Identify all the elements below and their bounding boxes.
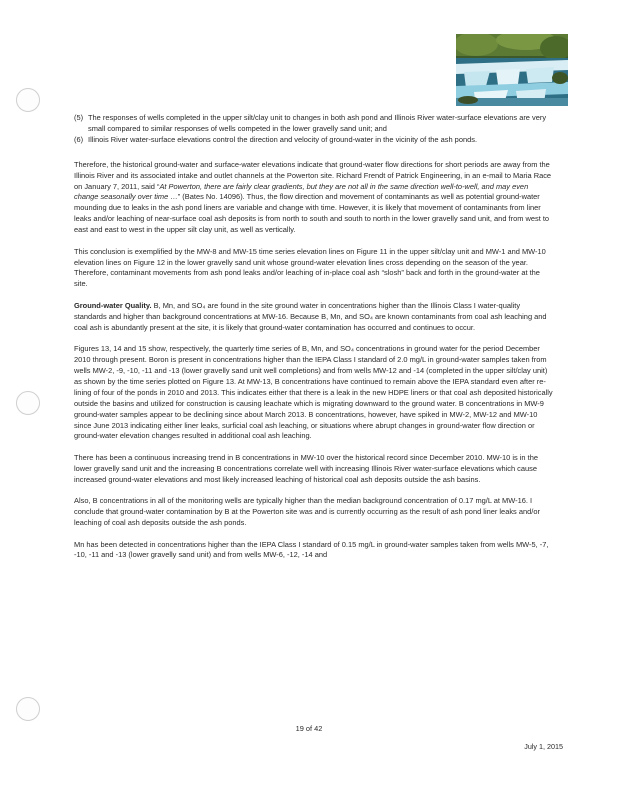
waterfall-photo xyxy=(456,34,568,106)
page-number: 19 of 42 xyxy=(295,724,323,733)
list-number: (6) xyxy=(74,134,84,144)
list-item xyxy=(74,113,554,135)
document-body xyxy=(74,113,554,561)
list-item xyxy=(74,135,554,146)
paragraph-figures: Figures 13, 14 and 15 show, respectively, the quarterly time series of B, Mn, and SO₄ concentrations in ground water for the period December 2010 through present. Boron is present in concentrations higher than the IEPA Class I standard of 2.0 mg/L in ground-water samples taken from wells MW-2, -9, -10, -11 and -13 (lower gravelly sand unit well completions) and from wells MW-12 and -14 (completed in the upper silt/clay unit) as shown by the time series plotted on Figure 13. At MW-13, B concentrations have continued to remain above the IEPA standard even after re-lining of four of the ponds in 2010 and 2013. This indicates either that there is a leak in the new HDPE liners or that coal ash deposited historically outside the basins and utilized for construction is causing leachate which is migrating downward to the ground water. B concentrations in MW-9 ground-water samples appear to be declining since about March 2013. B concentrations, however, have spiked in MW-2, MW-12 and MW-10 since June 2013 indicating either liner leaks, surficial coal ash leaching, or situations where abrupt changes in ground-water flow direction or ground-water elevation changes resulted in additional coal ash leaching. xyxy=(74,344,553,441)
list-text: Illinois River water-surface elevations control the direction and velocity of ground-water in the vicinity of the ash ponds. xyxy=(88,134,478,144)
paragraph-text: B, Mn, and SO₄ are found in the site ground water in concentrations higher than the Illinois Class I water-quality standards and higher than background concentrations at MW-16. Because B, Mn, and SO₄ are known contaminants from coal ash leaching and coal ash is abundantly present at the site, it is likely that ground-water contamination has occurred and continues to occur. xyxy=(74,300,547,332)
footer-date: July 1, 2015 xyxy=(524,742,563,751)
email-quote: At Powerton, there are fairly clear gradients, but they are not all in the same direction well-to-well, and may even change seasonally over time … xyxy=(74,181,529,202)
binder-hole-middle xyxy=(16,391,40,415)
paragraph-flow-directions xyxy=(74,160,554,236)
paragraph-manganese: Mn has been detected in concentrations higher than the IEPA Class I standard of 0.15 mg/L in ground-water samples taken from wells MW-5, -7, -10, -11 and -13 (lower gravelly sand unit) and from wells MW-6, -12, -14 and xyxy=(74,539,549,560)
paragraph-text: ” (Bates No. 14096). Thus, the flow direction and movement of contaminants as well as potential ground-water mounding due to leaks in the ash pond liners are variable and change with time. However, it is likely that movement of contaminants from liner leaks and/or leaching of near-surface coal ash deposits is from north to south and south to north in the lower gravelly sand unit, and from west to east and east to west in the upper silt clay unit, as well as vertically. xyxy=(74,192,550,235)
section-heading: Ground-water Quality. xyxy=(74,300,152,310)
paragraph-background-concentration: Also, B concentrations in all of the monitoring wells are typically higher than the median background concentration of 0.17 mg/L at MW-16. I conclude that ground-water contamination by B at the Powerton site was and is currently occurring as the result of ash pond liner leaks and/or leaching of coal ash deposits outside the ash ponds. xyxy=(74,496,540,528)
binder-hole-bottom xyxy=(16,697,40,721)
list-text: The responses of wells completed in the upper silt/clay unit to changes in both ash pond and Illinois River water-surface elevations are very small compared to similar responses of wells competed in the lower gravelly sand unit; and xyxy=(88,113,547,133)
paragraph-time-series: This conclusion is exemplified by the MW-8 and MW-15 time series elevation lines on Figure 11 in the upper silt/clay unit and MW-1 and MW-10 elevation lines on Figure 12 in the lower gravelly sand unit whose ground-water elevation lines cross depending on the season of the year. Therefore, contaminant movements from ash pond leaks and/or leaching of in-place coal ash “slosh” back and forth in the ground-water at the site. xyxy=(74,246,546,289)
paragraph-ground-water-quality xyxy=(74,301,554,334)
paragraph-mw10-trend: There has been a continuous increasing trend in B concentrations in MW-10 over the historical record since December 2010. MW-10 is in the lower gravelly sand unit and the increasing B concentrations correlate well with increasing Illinois River water-surface elevations which cause increased ground-water elevations and most likely increased leaching of historical coal ash deposits outside the ash basins. xyxy=(74,452,538,484)
list-number: (5) xyxy=(74,113,84,122)
binder-hole-top xyxy=(16,88,40,112)
paragraph-text: Therefore, the historical ground-water and surface-water elevations indicate that ground-water flow directions for short periods are away from the Illinois River and its associated intake and outlet channels at the Powerton site. Richard Frendt of Patrick Engineering, in an e-mail to Maria Race on January 7, 2011, said “ xyxy=(74,159,552,191)
